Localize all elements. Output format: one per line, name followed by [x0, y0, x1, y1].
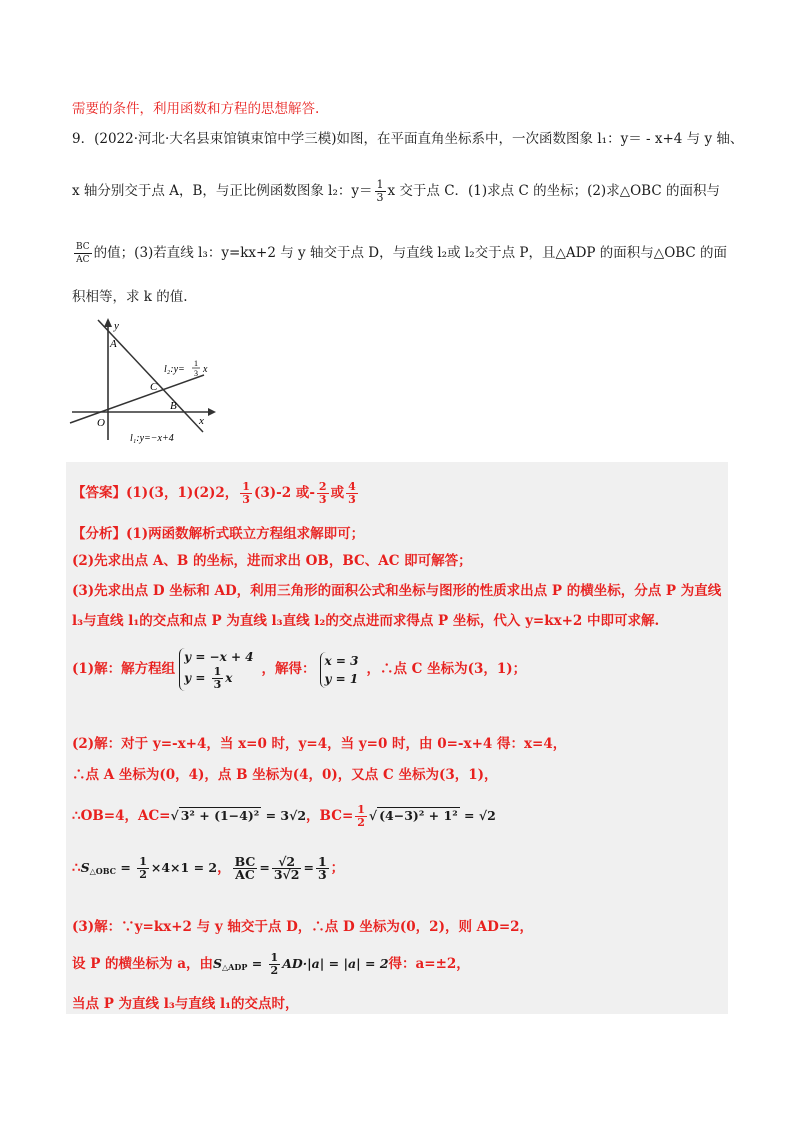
problem-line-3: $\frac{BC}{AC}$ 的值；(3)若直线 l₃：y=kx+2 与 y 轴交于点 D，与直线 l₂或 l₂交于点 P，且△ADP 的面积与△OBC 的面 [76, 242, 728, 265]
solution-2-line-2: ∴点 A 坐标为(0，4)，点 B 坐标为(4，0)，又点 C 坐标为(3，1)， [72, 767, 498, 783]
answer-label: 【答案】 [72, 485, 126, 501]
solution-2-line-1: (2)解：对于 y=-x+4，当 x=0 时，y=4，当 y=0 时，由 0=-x+4 得：x=4， [72, 736, 567, 752]
analysis-line-3: (3)先求出点 D 坐标和 AD，利用三角形的面积公式和坐标与图形的性质求出点 P 的横坐标，分点 P 为直线 [72, 583, 722, 599]
solution-2-line-3: ∴OB=4，AC=√ 3² + (1−4)² = 3√2，BC= $\frac{1}{2}$ √ (4−3)² + 1² = √2 [72, 803, 496, 829]
solution-2-line-4: $\therefore S_{\triangle OBC}$ = $\frac{1}{2}$ ×4×1 = 2， $\frac{BC}{AC}$ = $\frac{√2}{3√2}$ = $\frac{1}{3}$ ； [72, 854, 345, 882]
answer-line: 【答案】(1)(3，1)(2)2， $\frac{1}{3}$ (3)-2 或- $\frac{2}{3}$ 或 $\frac{4}{3}$ [72, 480, 356, 506]
analysis-line-1: 【分析】(1)两函数解析式联立方程组求解即可； [72, 526, 365, 542]
x-axis-label: x [199, 415, 204, 427]
solution-3-line-3: 当点 P 为直线 l₃与直线 l₁的交点时， [72, 996, 299, 1012]
l2-label: l₂:y= [164, 364, 185, 375]
l2-frac-den: 3 [194, 369, 198, 378]
origin-label: O [97, 417, 105, 429]
y-axis-arrow [104, 318, 112, 327]
line-l1 [98, 320, 203, 432]
point-c-label: C [150, 381, 158, 393]
x-axis-arrow [208, 408, 216, 416]
l2-x-label: x [203, 364, 208, 375]
solution-1: (1)解：解方程组 y = −x + 4 y = $\frac{1}{3}$ x ，解得： x = 3 y = 1 ，∴点 C 坐标为(3，1)； [72, 650, 527, 691]
analysis-line-4: l₃与直线 l₁的交点和点 P 为直线 l₃直线 l₂的交点进而求得点 P 坐标，代入 y=kx+2 中即可求解. [72, 613, 660, 629]
solution-3-line-1: (3)解：∵y=kx+2 与 y 轴交于点 D，∴点 D 坐标为(0，2)，则 AD=2， [72, 919, 534, 935]
l2-frac-num: 1 [194, 359, 198, 368]
problem-line-1: 9．(2022·河北·大名县束馆镇束馆中学三模)如图，在平面直角坐标系中，一次函数图象 l₁：y＝ - x+4 与 y 轴、 [72, 131, 744, 147]
analysis-label: 【分析】 [72, 526, 126, 542]
line-l2 [70, 375, 204, 423]
y-axis-label: y [114, 320, 119, 332]
problem-line-4: 积相等，求 k 的值. [72, 289, 188, 305]
point-a-label: A [110, 338, 117, 350]
intro-line: 需要的条件，利用函数和方程的思想解答. [72, 101, 320, 117]
analysis-line-2: (2)先求出点 A、B 的坐标，进而求出 OB，BC、AC 即可解答； [72, 553, 472, 569]
coordinate-figure [68, 315, 228, 450]
solution-3-line-2: 设 P 的横坐标为 a，由$S_{\triangle ADP}$ = $\frac{1}{2}$ AD·|a| = |a| = 2得：a=±2， [72, 951, 470, 977]
l1-label: l₁:y=−x+4 [130, 433, 174, 444]
point-b-label: B [170, 400, 177, 412]
problem-line-2: x 轴分别交于点 A，B，与正比例函数图象 l₂：y＝ $\frac{1}{3}$ x 交于点 C．(1)求点 C 的坐标；(2)求△OBC 的面积与 [72, 178, 720, 204]
